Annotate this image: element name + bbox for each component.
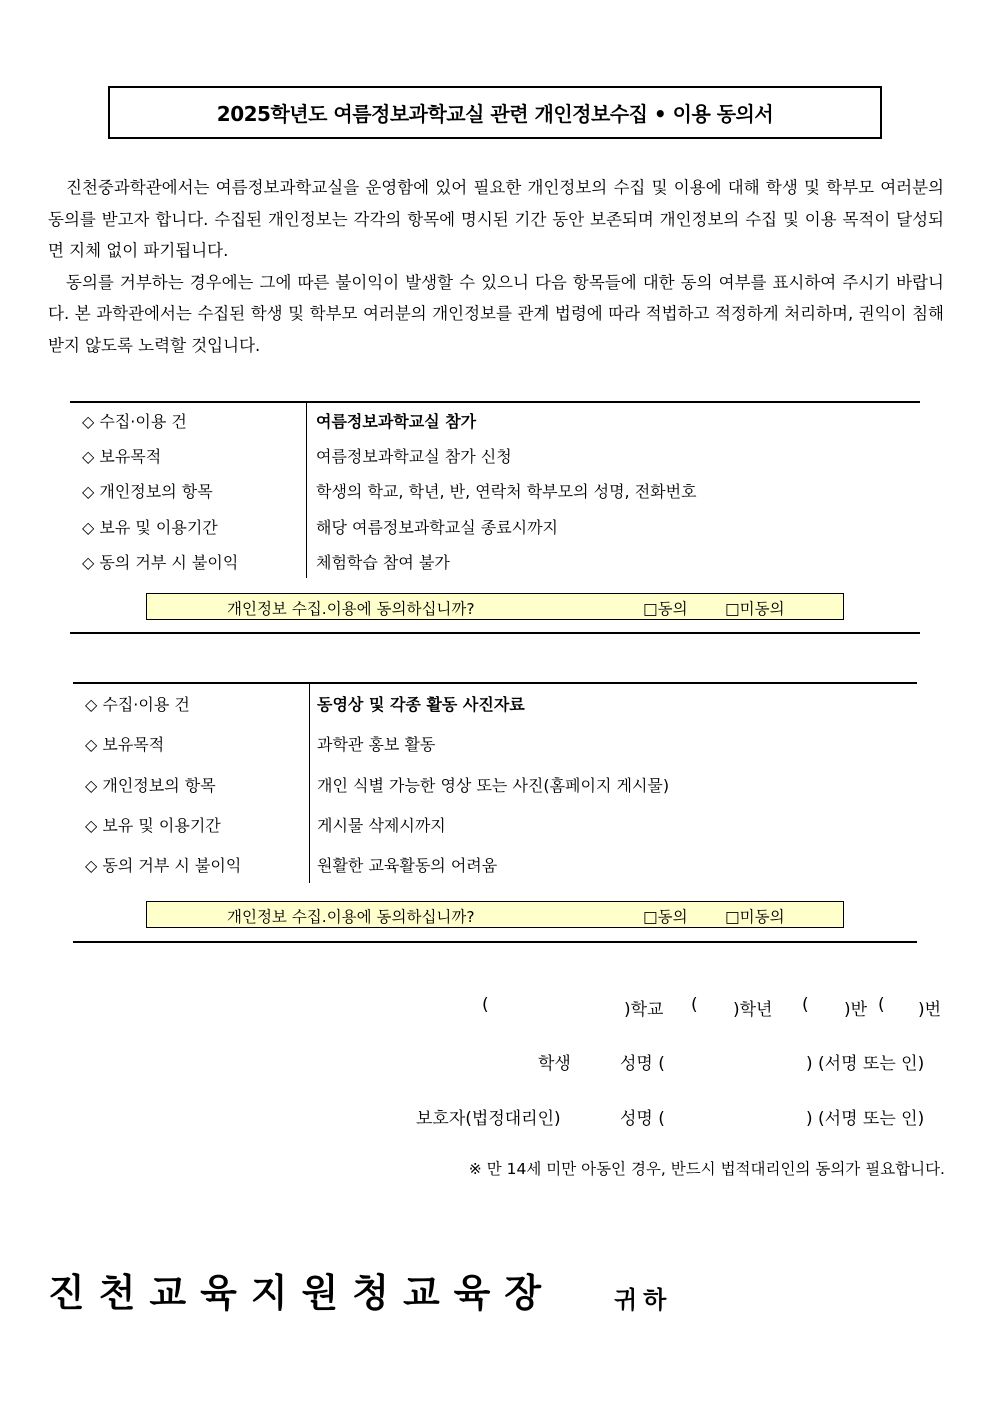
column-divider <box>309 682 310 883</box>
consent-section-2 <box>73 682 917 943</box>
agree-checkbox[interactable]: □동의 <box>643 600 688 618</box>
row-value: 동영상 및 각종 활동 사진자료 <box>317 695 525 714</box>
section-bottom-divider <box>70 632 920 634</box>
row-label: ◇ 수집·이용 건 <box>82 412 187 431</box>
section-top-divider <box>73 682 917 684</box>
row-label: ◇ 개인정보의 항목 <box>85 776 216 795</box>
intro-text <box>48 172 944 361</box>
row-label: ◇ 보유목적 <box>82 447 162 466</box>
guardian-sign-suffix: ) (서명 또는 인) <box>806 1109 925 1129</box>
row-value: 원활한 교육활동의 어려움 <box>317 856 498 875</box>
column-divider <box>306 401 307 578</box>
class-open-paren: ( <box>802 995 809 1015</box>
intro-paragraph-2: 동의를 거부하는 경우에는 그에 따른 불이익이 발생할 수 있으니 다음 항목들에 대한 동의 여부를 표시하여 주시기 바랍니다. 본 과학관에서는 수집된 학생 및 학부모 여러분의 개인정보를 관계 법령에 따라 적법하고 적정하게 처리하며, 권익이 침해받지 않도록 노력할 것입니다. <box>48 272 944 355</box>
row-value: 개인 식별 가능한 영상 또는 사진(홈페이지 게시물) <box>317 776 670 795</box>
row-value: 과학관 홍보 활동 <box>317 735 436 754</box>
recipient-honorific: 귀하 <box>614 1286 673 1314</box>
row-value: 여름정보과학교실 참가 신청 <box>316 447 512 466</box>
row-value: 해당 여름정보과학교실 종료시까지 <box>316 518 559 537</box>
guardian-role: 보호자(법정대리인) <box>416 1109 561 1129</box>
row-label: ◇ 보유목적 <box>85 735 165 754</box>
row-value: 체험학습 참여 불가 <box>316 553 450 572</box>
recipient-name: 진천교육지원청교육장 <box>48 1271 556 1315</box>
school-open-paren: ( <box>482 995 489 1015</box>
student-role: 학생 <box>538 1054 571 1074</box>
consent-question: 개인정보 수집.이용에 동의하십니까? <box>227 600 475 618</box>
row-label: ◇ 수집·이용 건 <box>85 695 190 714</box>
row-label: ◇ 동의 거부 시 불이익 <box>82 553 239 572</box>
disagree-checkbox[interactable]: □미동의 <box>725 600 785 618</box>
document-title-text: 2025학년도 여름정보과학교실 관련 개인정보수집 • 이용 동의서 <box>216 102 774 126</box>
guardian-name-label[interactable]: 성명 ( <box>620 1109 665 1129</box>
student-name-label[interactable]: 성명 ( <box>620 1054 665 1074</box>
row-value: 여름정보과학교실 참가 <box>316 412 477 431</box>
row-label: ◇ 동의 거부 시 불이익 <box>85 856 242 875</box>
consent-question-box <box>146 901 844 928</box>
section-top-divider <box>70 401 920 403</box>
consent-question: 개인정보 수집.이용에 동의하십니까? <box>227 908 475 926</box>
document-title <box>108 86 882 139</box>
number-label[interactable]: )번 <box>918 1000 942 1020</box>
row-value: 게시물 삭제시까지 <box>317 816 446 835</box>
class-label[interactable]: )반 <box>844 1000 868 1020</box>
section-bottom-divider <box>73 941 917 943</box>
grade-open-paren: ( <box>691 995 698 1015</box>
grade-label[interactable]: )학년 <box>733 1000 773 1020</box>
row-label: ◇ 개인정보의 항목 <box>82 482 213 501</box>
consent-section-1 <box>70 401 920 634</box>
student-sign-suffix: ) (서명 또는 인) <box>806 1054 925 1074</box>
consent-question-box <box>146 593 844 620</box>
school-label[interactable]: )학교 <box>624 1000 664 1020</box>
row-label: ◇ 보유 및 이용기간 <box>82 518 218 537</box>
disagree-checkbox[interactable]: □미동의 <box>725 908 785 926</box>
guardian-note: ※ 만 14세 미만 아동인 경우, 반드시 법적대리인의 동의가 필요합니다. <box>468 1160 945 1178</box>
row-value: 학생의 학교, 학년, 반, 연락처 학부모의 성명, 전화번호 <box>316 482 697 501</box>
number-open-paren: ( <box>878 995 885 1015</box>
row-label: ◇ 보유 및 이용기간 <box>85 816 221 835</box>
agree-checkbox[interactable]: □동의 <box>643 908 688 926</box>
intro-paragraph-1: 진천중과학관에서는 여름정보과학교실을 운영함에 있어 필요한 개인정보의 수집 및 이용에 대해 학생 및 학부모 여러분의 동의를 받고자 합니다. 수집된 개인정보는 각각의 항목에 명시된 기간 동안 보존되며 개인정보의 수집 및 이용 목적이 달성되면 지체 없이 파기됩니다. <box>48 178 944 260</box>
